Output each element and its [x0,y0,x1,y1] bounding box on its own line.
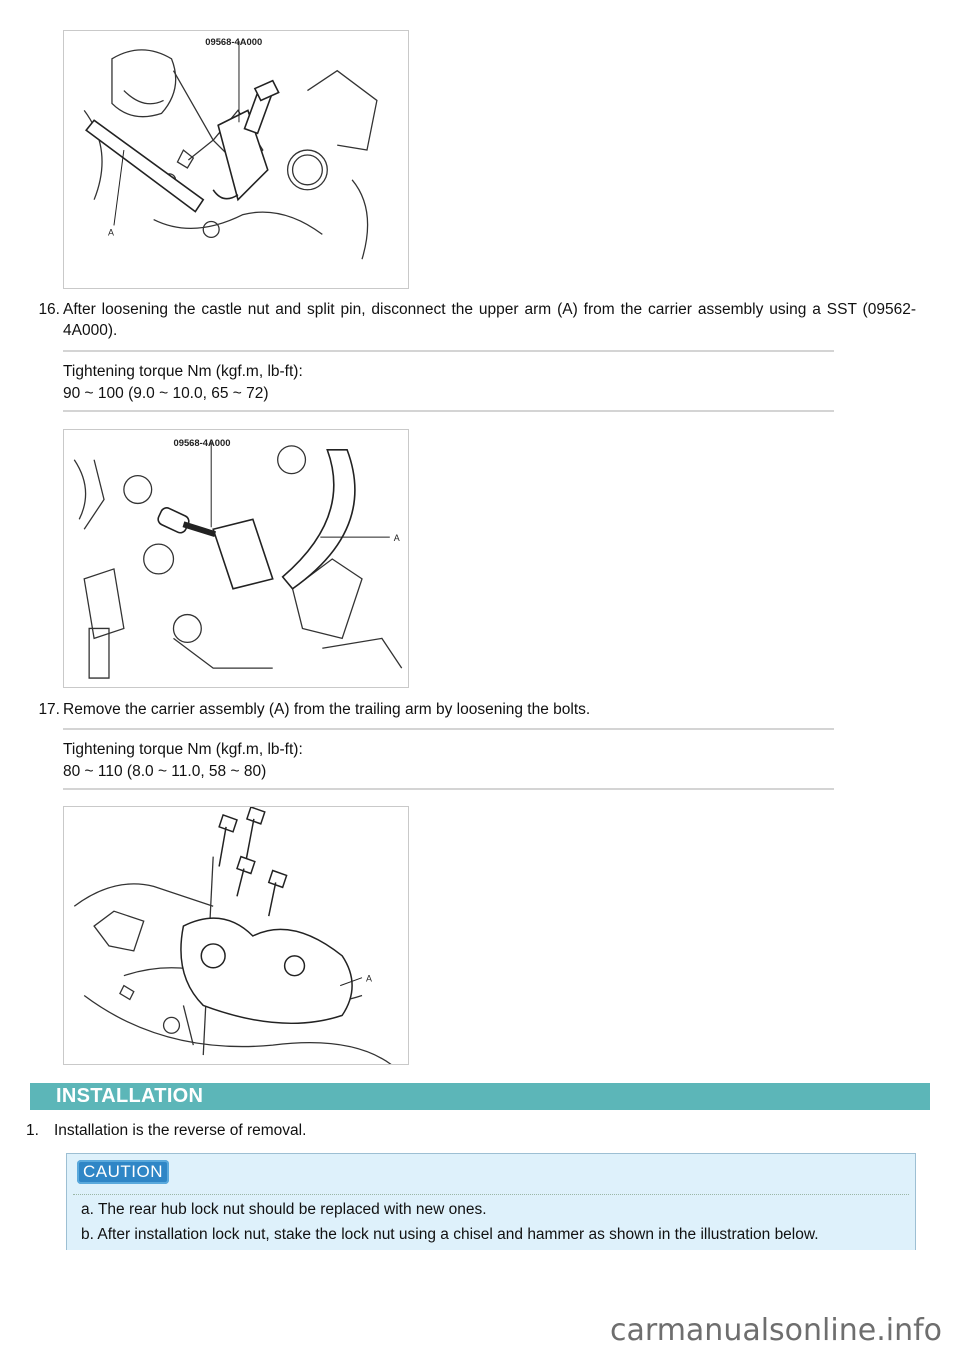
step-17 [26,699,916,720]
figure-1-tool-label: 09568-4A000 [205,35,263,47]
figure-3-callout: A [365,973,372,984]
torque-rule-top-16 [63,350,834,352]
caution-badge: CAUTION [77,1160,169,1184]
torque-spec-16 [63,361,303,405]
section-installation-header: INSTALLATION [30,1083,930,1110]
installation-step-text: Installation is the reverse of removal. [54,1122,307,1139]
torque-rule-bottom-17 [63,788,834,790]
figure-sst-upper-arm-1 [63,30,409,289]
figure-2-callout: A [393,533,400,544]
torque-rule-bottom-16 [63,410,834,412]
caution-item-a: a. The rear hub lock nut should be replaced with new ones. [81,1201,487,1218]
step-16-number: 16. [38,301,60,318]
installation-step-1 [26,1120,916,1141]
step-17-text: Remove the carrier assembly (A) from the trailing arm by loosening the bolts. [63,701,591,718]
torque-value-16: 90 ~ 100 (9.0 ~ 10.0, 65 ~ 72) [63,385,269,402]
installation-step-number: 1. [26,1122,39,1139]
step-16 [26,299,916,341]
torque-rule-top-17 [63,728,834,730]
torque-value-17: 80 ~ 110 (8.0 ~ 11.0, 58 ~ 80) [63,763,267,780]
caution-separator [73,1194,909,1195]
watermark: carmanualsonline.info [610,1313,942,1348]
torque-label-16: Tightening torque Nm (kgf.m, lb-ft): [63,363,303,380]
figure-1-illustration [64,31,408,288]
figure-sst-upper-arm-2 [63,429,409,688]
figure-2-illustration [64,430,408,687]
step-17-number: 17. [38,701,60,718]
torque-label-17: Tightening torque Nm (kgf.m, lb-ft): [63,741,303,758]
figure-carrier-assembly [63,806,409,1065]
figure-3-illustration [64,807,408,1064]
step-16-text: After loosening the castle nut and split pin, disconnect the upper arm (A) from the carrier assembly using a SST (09562-4A000). [63,301,916,339]
torque-spec-17 [63,739,303,783]
figure-2-tool-label: 09568-4A000 [173,436,231,448]
caution-item-b: b. After installation lock nut, stake the lock nut using a chisel and hammer as shown in the illustration below. [81,1226,819,1243]
figure-1-callout: A [107,227,114,238]
caution-box [66,1153,916,1250]
